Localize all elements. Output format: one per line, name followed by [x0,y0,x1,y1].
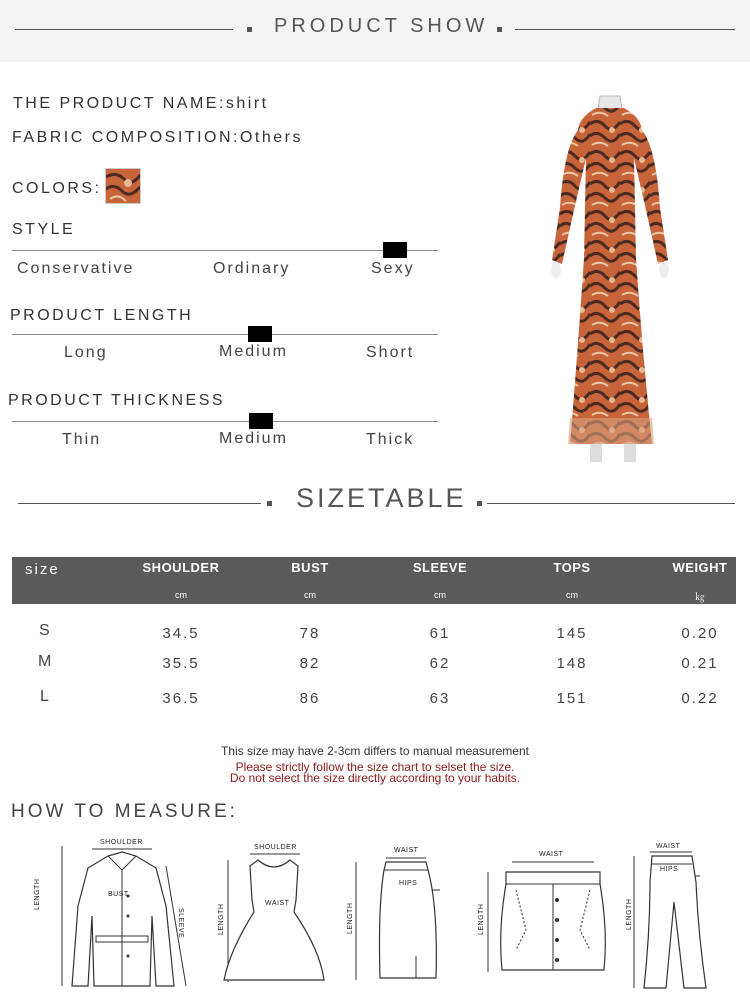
header-dot-right [497,27,502,32]
measure-diagram-dress [214,840,334,990]
row-l-tops: 151 [556,690,588,707]
short-skirt-waist-label: WAIST [539,851,564,858]
product-name-label: THE PRODUCT NAME: [13,95,226,112]
length-option-short: Short [366,344,415,361]
dress-illustration [530,88,690,468]
product-image[interactable] [530,88,690,468]
row-s-weight: 0.20 [681,625,719,642]
row-l-weight: 0.22 [681,690,719,707]
note-habits: Do not select the size directly according to your habits. [229,771,521,785]
row-s-size: S [39,622,50,639]
col-header-bust: BUST [291,560,329,575]
thickness-label: PRODUCT THICKNESS [8,392,226,409]
size-table-header [12,557,736,604]
style-marker [383,242,407,258]
measure-diagram-short-skirt [476,850,616,980]
col-unit-weight: ㎏ [695,592,705,602]
dress-shoulder-label: SHOULDER [254,844,297,851]
row-s-shoulder: 34.5 [162,625,200,642]
col-header-weight: WEIGHT [672,560,728,575]
col-unit-bust: cm [304,590,316,600]
measure-diagram-pants [620,842,730,994]
style-option-conservative: Conservative [17,260,135,277]
thickness-option-thick: Thick [366,431,415,448]
length-option-long: Long [64,344,108,361]
sizetable-title: SIZETABLE [296,483,467,513]
row-m-tops: 148 [556,655,588,672]
col-unit-sleeve: cm [434,590,446,600]
row-m-size: M [38,653,52,670]
length-option-medium: Medium [219,343,288,360]
row-l-shoulder: 36.5 [162,690,200,707]
sizetable-dot-left [267,501,272,506]
sizetable-rule-right [487,503,735,504]
page-title: PRODUCT SHOW [274,15,489,37]
dress-icon [214,840,334,990]
sizetable-rule-left [18,503,261,504]
dress-length-label: LENGTH [218,903,225,935]
pants-icon [620,842,730,994]
jacket-bust-label: BUST [108,891,129,898]
fabric-label: FABRIC COMPOSITION: [12,129,240,146]
jacket-icon [48,836,198,996]
header-rule-right [515,29,735,30]
length-marker [248,326,272,342]
header-rule-left [15,29,233,30]
col-unit-shoulder: cm [175,590,187,600]
col-header-size: size [25,561,60,578]
thickness-marker [249,413,273,429]
pants-waist-label: WAIST [656,843,681,850]
colors-label: COLORS: [12,180,102,197]
dress-waist-label: WAIST [265,900,290,907]
fabric-value: Others [239,129,303,146]
thickness-scale-line [12,421,438,422]
length-label: PRODUCT LENGTH [10,307,194,324]
how-to-measure-title: HOW TO MEASURE: [11,801,238,822]
row-l-sleeve: 63 [429,690,451,707]
row-l-bust: 86 [299,690,321,707]
row-l-size: L [40,688,49,705]
measure-diagram-jacket [48,836,198,996]
col-header-shoulder: SHOULDER [142,560,220,575]
pants-length-label: LENGTH [626,898,633,930]
note-measurement: This size may have 2-3cm differs to manual measurement [221,744,529,758]
style-option-ordinary: Ordinary [213,260,291,277]
style-option-sexy: Sexy [371,260,415,277]
product-name-row [13,95,269,113]
row-s-bust: 78 [299,625,321,642]
measure-diagram-skirt [344,846,444,986]
col-unit-tops: cm [566,590,578,600]
pants-hips-label: HIPS [660,866,679,873]
style-scale-line [12,250,438,251]
row-m-weight: 0.21 [681,655,719,672]
jacket-length-label: LENGTH [34,878,41,910]
note-follow-chart: Please strictly follow the size chart to selset the size. [235,760,515,774]
style-label: STYLE [12,221,76,238]
short-skirt-icon [476,850,616,980]
short-skirt-length-label: LENGTH [478,903,485,935]
row-s-tops: 145 [556,625,588,642]
skirt-waist-label: WAIST [394,847,419,854]
col-header-tops: TOPS [553,560,591,575]
fabric-row [12,129,303,147]
row-m-sleeve: 62 [429,655,451,672]
product-name-value: shirt [225,95,269,112]
sizetable-dot-right [477,501,482,506]
length-scale-line [12,334,438,335]
thickness-option-thin: Thin [62,431,102,448]
skirt-hips-label: HIPS [399,880,418,887]
col-header-sleeve: SLEEVE [412,560,468,575]
thickness-option-medium: Medium [219,430,288,447]
header-dot-left [247,27,252,32]
jacket-sleeve-label: SLEEVE [177,908,184,939]
color-swatch-pattern [106,169,140,203]
skirt-icon [344,846,444,986]
jacket-shoulder-label: SHOULDER [100,839,143,846]
row-s-sleeve: 61 [429,625,451,642]
row-m-shoulder: 35.5 [162,655,200,672]
color-swatch[interactable] [105,168,141,204]
row-m-bust: 82 [299,655,321,672]
skirt-length-label: LENGTH [347,902,354,934]
